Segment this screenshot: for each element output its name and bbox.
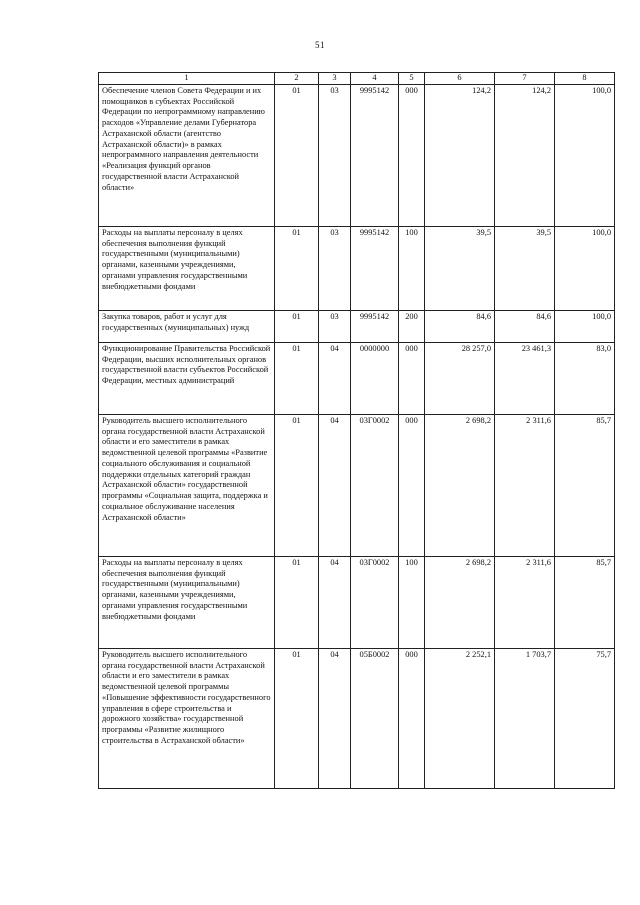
table-row bbox=[99, 226, 615, 310]
subsection-code: 03 bbox=[319, 84, 351, 226]
execution-percent: 85,7 bbox=[555, 414, 615, 556]
table-row bbox=[99, 414, 615, 556]
actual-amount: 2 311,6 bbox=[495, 556, 555, 648]
expense-type-code: 000 bbox=[399, 648, 425, 788]
planned-amount: 124,2 bbox=[425, 84, 495, 226]
target-article-code: 03Г0002 bbox=[351, 414, 399, 556]
row-description: Руководитель высшего исполнительного органа государственной власти Астраханской области и его заместители в рамках ведомственной целевой программы «Повышение эффективности государственного управления в сфере строительства и дорожного хозяйства» государственной программы «Развитие жилищного строительства в Астраханской области» bbox=[99, 648, 275, 788]
execution-percent: 100,0 bbox=[555, 310, 615, 342]
actual-amount: 39,5 bbox=[495, 226, 555, 310]
target-article-code: 03Г0002 bbox=[351, 556, 399, 648]
execution-percent: 100,0 bbox=[555, 84, 615, 226]
target-article-code: 0000000 bbox=[351, 342, 399, 414]
row-description: Руководитель высшего исполнительного органа государственной власти Астраханской области и его заместители в рамках ведомственной целевой программы «Развитие социального обслуживания и социальной поддержки отдельных категорий граждан Астраханской области» государственной программы «Социальная защита, поддержка и социальное обслуживание населения Астраханской области» bbox=[99, 414, 275, 556]
row-description: Закупка товаров, работ и услуг для государственных (муниципальных) нужд bbox=[99, 310, 275, 342]
column-header-3: 3 bbox=[319, 73, 351, 85]
planned-amount: 39,5 bbox=[425, 226, 495, 310]
table-row bbox=[99, 556, 615, 648]
section-code: 01 bbox=[275, 342, 319, 414]
column-header-2: 2 bbox=[275, 73, 319, 85]
row-description: Расходы на выплаты персоналу в целях обеспечения выполнения функций государственными (муниципальными) органами, казенными учреждениями, органами управления государственными внебюджетными фондами bbox=[99, 556, 275, 648]
row-description: Функционирование Правительства Российской Федерации, высших исполнительных органов государственной власти субъектов Российской Федерации, местных администраций bbox=[99, 342, 275, 414]
table-row bbox=[99, 648, 615, 788]
section-code: 01 bbox=[275, 414, 319, 556]
actual-amount: 84,6 bbox=[495, 310, 555, 342]
actual-amount: 2 311,6 bbox=[495, 414, 555, 556]
target-article-code: 9995142 bbox=[351, 310, 399, 342]
actual-amount: 1 703,7 bbox=[495, 648, 555, 788]
actual-amount: 23 461,3 bbox=[495, 342, 555, 414]
column-header-1: 1 bbox=[99, 73, 275, 85]
expense-type-code: 100 bbox=[399, 556, 425, 648]
header-row bbox=[99, 73, 615, 85]
execution-percent: 83,0 bbox=[555, 342, 615, 414]
planned-amount: 28 257,0 bbox=[425, 342, 495, 414]
expense-type-code: 000 bbox=[399, 84, 425, 226]
section-code: 01 bbox=[275, 648, 319, 788]
section-code: 01 bbox=[275, 226, 319, 310]
expense-type-code: 200 bbox=[399, 310, 425, 342]
subsection-code: 04 bbox=[319, 414, 351, 556]
table-row bbox=[99, 342, 615, 414]
section-code: 01 bbox=[275, 556, 319, 648]
target-article-code: 9995142 bbox=[351, 226, 399, 310]
expense-type-code: 000 bbox=[399, 414, 425, 556]
row-description: Расходы на выплаты персоналу в целях обеспечения выполнения функций государственными (муниципальными) органами, казенными учреждениями, органами управления государственными внебюджетными фондами bbox=[99, 226, 275, 310]
target-article-code: 05Б0002 bbox=[351, 648, 399, 788]
execution-percent: 100,0 bbox=[555, 226, 615, 310]
planned-amount: 2 698,2 bbox=[425, 414, 495, 556]
page-number: 51 bbox=[315, 40, 325, 50]
column-header-4: 4 bbox=[351, 73, 399, 85]
planned-amount: 84,6 bbox=[425, 310, 495, 342]
expense-type-code: 100 bbox=[399, 226, 425, 310]
target-article-code: 9995142 bbox=[351, 84, 399, 226]
subsection-code: 03 bbox=[319, 310, 351, 342]
planned-amount: 2 252,1 bbox=[425, 648, 495, 788]
section-code: 01 bbox=[275, 84, 319, 226]
subsection-code: 04 bbox=[319, 342, 351, 414]
subsection-code: 04 bbox=[319, 648, 351, 788]
expense-type-code: 000 bbox=[399, 342, 425, 414]
column-header-6: 6 bbox=[425, 73, 495, 85]
actual-amount: 124,2 bbox=[495, 84, 555, 226]
execution-percent: 75,7 bbox=[555, 648, 615, 788]
subsection-code: 03 bbox=[319, 226, 351, 310]
table-row bbox=[99, 310, 615, 342]
row-description: Обеспечение членов Совета Федерации и их помощников в субъектах Российской Федерации по непрограммному направлению расходов «Управление делами Губернатора Астраханской области (агентство Астраханской области)» в рамках непрограммного направления деятельности «Реализация функций органов государственной власти Астраханской области» bbox=[99, 84, 275, 226]
column-header-8: 8 bbox=[555, 73, 615, 85]
subsection-code: 04 bbox=[319, 556, 351, 648]
section-code: 01 bbox=[275, 310, 319, 342]
planned-amount: 2 698,2 bbox=[425, 556, 495, 648]
column-header-7: 7 bbox=[495, 73, 555, 85]
budget-table bbox=[98, 72, 615, 789]
column-header-5: 5 bbox=[399, 73, 425, 85]
execution-percent: 85,7 bbox=[555, 556, 615, 648]
table-row bbox=[99, 84, 615, 226]
